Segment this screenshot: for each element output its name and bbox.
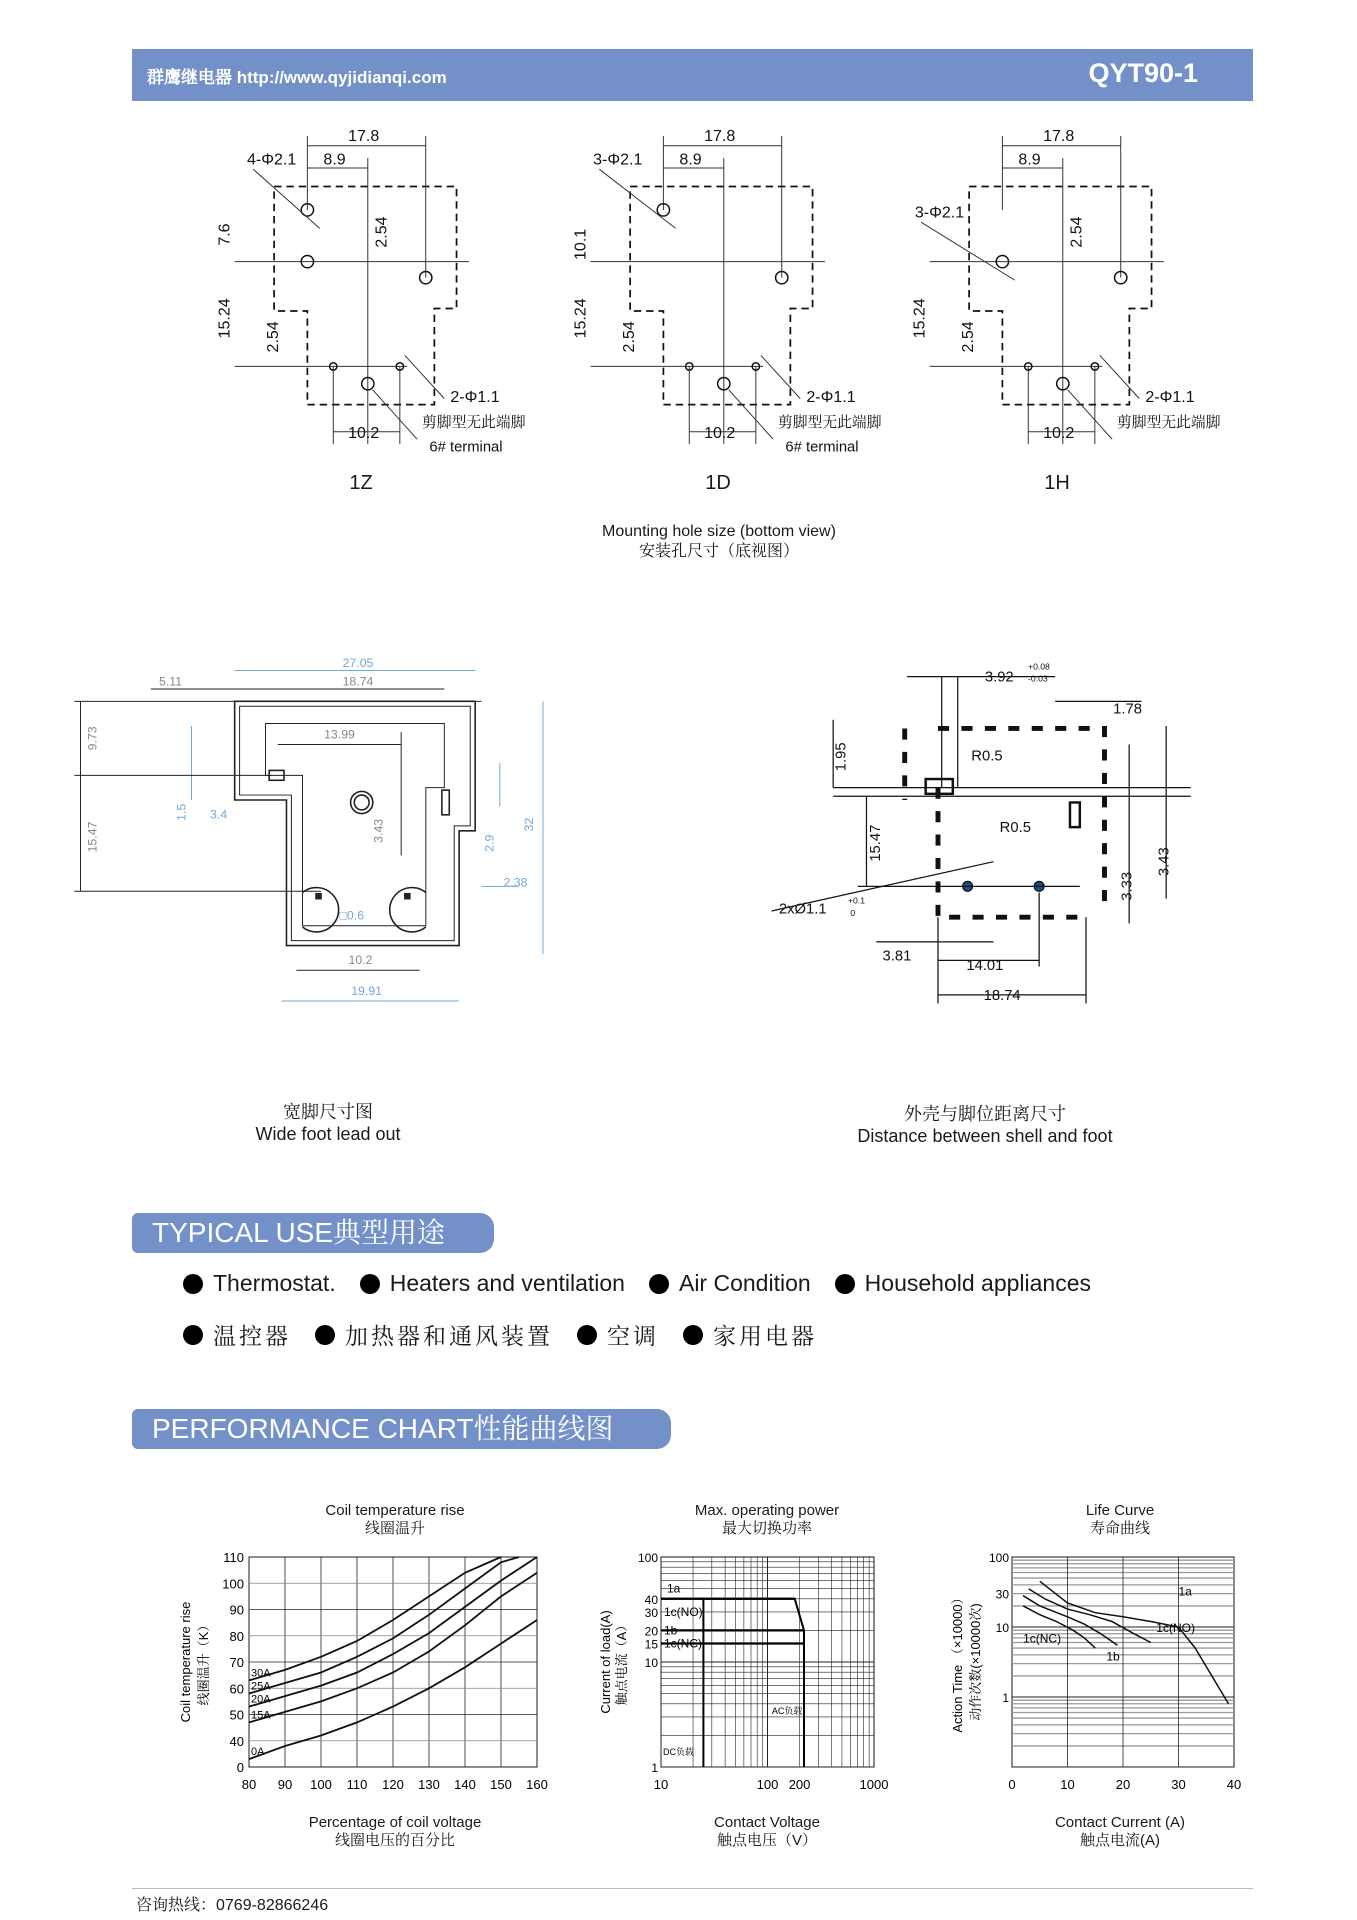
chart3-ytick: 30 [995,1587,1009,1602]
dim-3-43: 3.43 [1156,847,1173,877]
variant-label-1d: 1D [705,472,731,494]
shell-foot-drawing [759,652,1191,1022]
terminal-note-cn: 剪脚型无此端脚 [778,414,882,431]
dim-total: 17.8 [348,126,380,145]
dim-15-47: 15.47 [868,824,885,862]
dim-0-6: □0.6 [339,908,365,923]
mounting-diagram-1d [566,121,905,459]
bullet-icon [183,1325,203,1345]
use-item: 空调 [607,1323,659,1349]
shell-foot-caption-en: Distance between shell and foot [857,1126,1113,1146]
dim-3-4: 3.4 [210,807,228,822]
chart3-series-label: 1a [1178,1584,1192,1599]
chart1-xtick: 80 [241,1777,257,1792]
radius-label-1: R0.5 [971,748,1003,765]
dim-13-99: 13.99 [324,727,355,742]
performance-charts [0,1530,1357,1810]
mounting-diagram-1h [905,121,1244,459]
terminal-note-cn: 剪脚型无此端脚 [1117,414,1221,431]
chart2-xtick: 100 [756,1777,779,1792]
use-item: Thermostat. [213,1270,336,1296]
use-item: Household appliances [864,1270,1091,1296]
dim-1-5: 1.5 [174,803,189,821]
footer-hotline: 咨询热线：0769-82866246 [136,1897,329,1914]
dim-vertical-3: 2.54 [619,321,638,353]
dim-15-47: 15.47 [85,821,100,853]
chart1-xtick: 140 [454,1777,476,1792]
dim-27-05: 27.05 [342,655,374,670]
wide-foot-caption-cn: 宽脚尺寸图 [283,1102,373,1122]
chart3-ylabel-cn: 动作次数(×10000次) [968,1603,983,1721]
dim-5-11: 5.11 [158,674,183,689]
chart1-ylabel: Coil temperature rise [178,1601,193,1723]
relay-outline [630,186,812,404]
chart1-series-label: 20A [251,1693,271,1706]
chart3-ytick: 1 [1002,1691,1009,1705]
dim-vertical-1: 7.6 [215,223,234,246]
chart1-series-label: 30A [251,1667,271,1680]
chart1-xtick: 100 [310,1777,332,1792]
shell-foot-caption [785,1103,1185,1147]
variant-label-1h: 1H [1044,472,1070,494]
chart2-contact-label: 1a [667,1581,681,1596]
bullet-icon [683,1325,703,1345]
chart2-ytick: 1 [651,1761,658,1775]
chart1-ytick: 50 [229,1707,244,1723]
dim-vertical-2: 15.24 [215,298,234,339]
chart1-ytick: 70 [229,1655,244,1670]
dim-half: 8.9 [679,150,702,169]
chart2-contact-label: 1c(NO) [664,1604,703,1619]
chart3-xlabel-cn: 触点电流(A) [1080,1832,1160,1849]
mounting-caption [519,522,919,562]
bullet-icon [835,1274,855,1294]
chart3-ylabel: Action Time （×10000） [950,1591,965,1733]
chart1-ylabel-cn: 线圈温升（K） [196,1618,211,1706]
chart1-series-label: 0A [251,1746,265,1759]
chart1-ytick: 60 [229,1681,244,1697]
hole-tol-up: +0.1 [847,895,865,906]
dim-half: 8.9 [323,150,346,169]
chart1-ytick: 80 [229,1628,244,1644]
leader-line [253,169,320,228]
chart1-ytick: 40 [229,1733,244,1749]
chart3-title-en: Life Curve [1085,1502,1155,1519]
dim-3-81: 3.81 [882,948,912,965]
leader-line [761,355,800,398]
chart2-xtick: 200 [788,1777,811,1792]
chart2-xlabel-en: Contact Voltage [714,1814,820,1831]
chart1-series-label: 25A [251,1680,271,1693]
bullet-icon [649,1274,669,1294]
chart2-ylabel: Current of load(A) [598,1610,613,1714]
chart2-contact-label: 1c(NC) [664,1636,702,1651]
mounting-caption-en: Mounting hole size (bottom view) [602,523,836,540]
chart2-xtick: 10 [653,1777,669,1792]
hole-spec: 2xØ1.1 [778,901,827,918]
dim-3-92-tol-down: -0.03 [1028,673,1048,684]
chart2-contact-label: 1b [664,1623,678,1638]
chart1-ytick: 110 [223,1550,244,1565]
dim-vertical-2: 15.24 [571,298,590,339]
chart1-ytick: 90 [229,1602,244,1618]
chart3-series-label: 1c(NO) [1156,1620,1195,1635]
variant-label-1z: 1Z [349,472,373,494]
chart1-xlabel-en: Percentage of coil voltage [308,1814,482,1831]
chart2-xlabel-cn: 触点电压（V） [716,1832,817,1849]
chart2-ytick: 40 [644,1592,658,1607]
chart1-title-en: Coil temperature rise [325,1502,465,1519]
bullet-icon [315,1325,335,1345]
typical-use-list-cn [183,1318,817,1351]
dim-18-74: 18.74 [342,674,374,689]
chart3-ytick: 10 [995,1621,1009,1635]
chart2-title-en: Max. operating power [694,1502,840,1519]
radius-label-2: R0.5 [999,820,1031,837]
dim-3-92-tol-up: +0.08 [1028,661,1050,672]
use-item: Heaters and ventilation [389,1270,625,1296]
chart2-series-label: DC负载 [663,1747,694,1758]
leader-line [405,355,444,398]
bullet-icon [360,1274,380,1294]
holes-label: 4-Φ2.1 [246,150,297,169]
model-number: QYT90-1 [1088,58,1198,88]
pin-label: 2-Φ1.1 [450,388,500,407]
footer-divider [132,1888,1253,1889]
chart2-title-cn: 最大切换功率 [721,1520,812,1537]
dim-bottom: 10.2 [348,423,380,442]
chart3-xlabel-en: Contact Current (A) [1054,1814,1186,1831]
chart3-series-label: 1c(NC) [1023,1631,1062,1646]
dim-bottom: 10.2 [704,423,736,442]
hole-tol-down: 0 [850,907,856,918]
chart3-xtick: 40 [1226,1777,1242,1792]
chart3-ytick: 100 [988,1551,1009,1565]
holes-label: 3-Φ2.1 [593,150,643,169]
mounting-diagram-1z [210,121,549,459]
typical-use-list-en [183,1270,1091,1297]
use-item: 家用电器 [713,1323,817,1349]
typical-use-heading: TYPICAL USE典型用途 [132,1213,494,1253]
chart1-xtick: 130 [418,1777,440,1792]
chart1-xlabel-cn: 线圈电压的百分比 [334,1832,455,1849]
dim-1-78: 1.78 [1113,701,1142,718]
dim-1-95: 1.95 [833,742,850,772]
dim-2-9: 2.9 [482,834,497,852]
chart2-xtick: 1000 [859,1777,889,1792]
mounting-caption-cn: 安装孔尺寸（底视图） [638,543,799,560]
chart1-ytick: 0 [236,1760,244,1775]
chart3-series-label: 1b [1106,1649,1120,1664]
dim-vertical-1: 10.1 [571,228,590,260]
chart3-xtick: 30 [1171,1777,1186,1792]
dim-vertical-3: 2.54 [958,321,977,353]
chart2-ytick: 15 [644,1637,658,1652]
chart2-ytick: 100 [637,1551,658,1565]
dim-vertical-3: 2.54 [263,321,282,353]
chart2-xlabel [617,1814,917,1850]
chart3-xtick: 0 [1008,1777,1016,1792]
dim-9-73: 9.73 [85,726,100,751]
dim-14-01: 14.01 [966,958,1004,975]
chart3-title-cn: 寿命曲线 [1089,1520,1150,1537]
chart3-xlabel [970,1814,1270,1850]
pin-label: 2-Φ1.1 [806,388,856,407]
page-header [132,49,1253,101]
dim-3-43: 3.43 [371,818,386,843]
dim-3-92: 3.92 [984,669,1014,686]
dim-19-91: 19.91 [351,983,383,998]
chart2-series [703,1599,804,1767]
use-item: 温控器 [213,1323,291,1349]
dim-32: 32 [522,817,537,832]
chart3-xtick: 10 [1060,1777,1075,1792]
wide-foot-caption [178,1101,478,1145]
chart1-title-cn: 线圈温升 [364,1520,425,1537]
dim-vertical-2: 15.24 [910,298,929,339]
use-item: 加热器和通风装置 [345,1323,553,1349]
dim-3-33: 3.33 [1119,871,1136,901]
chart3-xtick: 20 [1115,1777,1131,1792]
brand-url: 群鹰继电器 http://www.qyjidianqi.com [147,68,447,87]
chart1-ytick: 100 [222,1576,244,1592]
wide-foot-drawing [74,652,568,1022]
leader-line [921,222,1015,280]
chart1-xlabel [245,1814,545,1850]
chart1-xtick: 150 [490,1777,512,1792]
chart1-xtick: 90 [277,1777,293,1792]
bullet-icon [577,1325,597,1345]
chart1-series-label: 15A [251,1709,271,1722]
wide-foot-caption-en: Wide foot lead out [255,1124,401,1144]
holes-label: 3-Φ2.1 [914,203,965,222]
relay-outline [969,186,1151,404]
dim-vertical-4: 2.54 [1067,216,1086,248]
relay-outline [274,186,456,404]
dim-2-38: 2.38 [503,875,528,890]
chart1-xtick: 120 [382,1777,404,1792]
terminal-note-en: 6# terminal [785,439,859,456]
dim-total: 17.8 [704,126,736,145]
chart2-series-label: AC负载 [771,1705,803,1716]
dim-total: 17.8 [1043,126,1075,145]
chart1-xtick: 110 [346,1777,368,1792]
leader-line [599,169,675,228]
chart2-ylabel-cn: 触点电流（A） [614,1618,629,1706]
bullet-icon [183,1274,203,1294]
dim-18-74: 18.74 [983,987,1021,1004]
dim-half: 8.9 [1018,150,1041,169]
chart1-xtick: 160 [526,1777,548,1792]
leader-line [1100,355,1139,398]
chart2-ytick: 10 [644,1656,658,1670]
chart2-ytick: 30 [644,1605,658,1620]
pin-label: 2-Φ1.1 [1145,388,1195,407]
dim-vertical-4: 2.54 [372,216,391,248]
chart2-ytick: 20 [644,1624,658,1639]
terminal-note-en: 6# terminal [429,439,503,456]
shell-foot-caption-cn: 外壳与脚位距离尺寸 [904,1104,1066,1124]
performance-heading: PERFORMANCE CHART性能曲线图 [132,1409,671,1449]
dim-10-2: 10.2 [348,953,373,968]
use-item: Air Condition [678,1270,811,1296]
dim-bottom: 10.2 [1043,423,1075,442]
terminal-note-cn: 剪脚型无此端脚 [422,414,526,431]
